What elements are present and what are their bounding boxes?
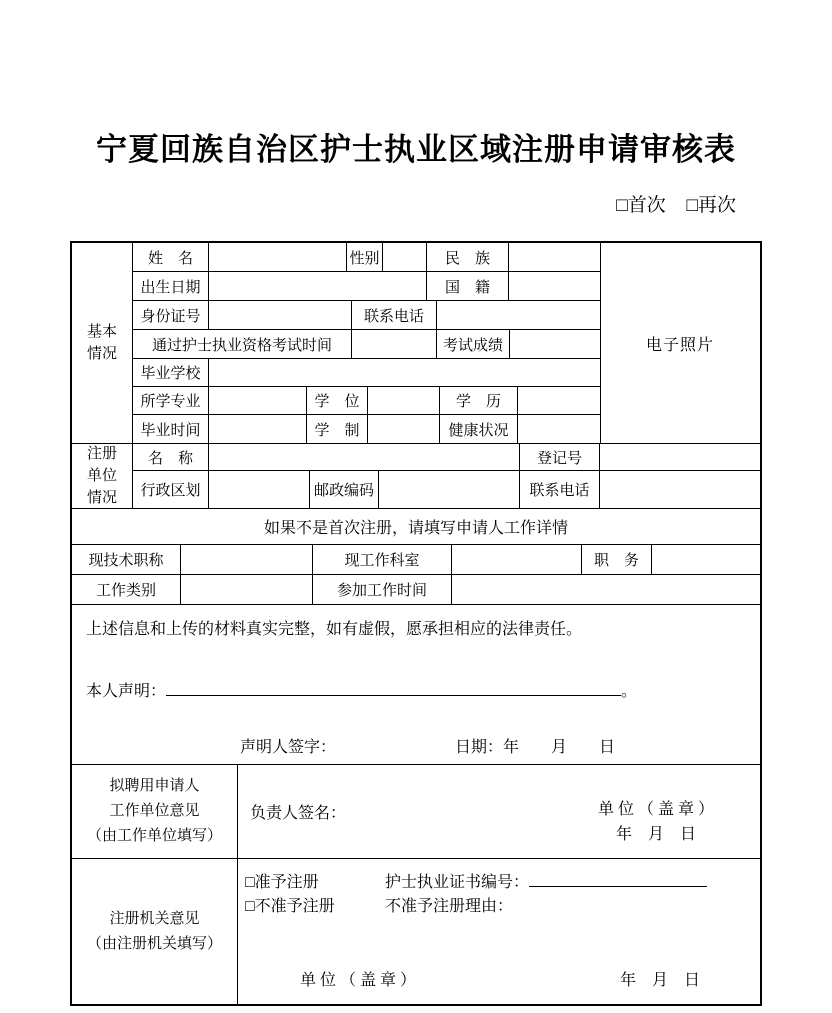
- work-category-label: 工作类别: [72, 575, 181, 604]
- application-form-table: [70, 241, 762, 1006]
- first-checkbox[interactable]: □: [616, 195, 628, 217]
- health-label: 健康状况: [440, 415, 518, 443]
- ethnicity-input[interactable]: [509, 243, 600, 271]
- first-label: 首次: [627, 195, 666, 217]
- again-checkbox[interactable]: □: [686, 195, 698, 217]
- dept-input[interactable]: [452, 545, 582, 574]
- declaration-line: [86, 679, 746, 703]
- duration-label: 学 制: [307, 415, 368, 443]
- approve-option: [245, 871, 385, 895]
- declare-label: 本人声明：: [86, 683, 167, 701]
- gender-label: 性别: [347, 243, 383, 271]
- major-input[interactable]: [209, 387, 307, 414]
- grad-time-label: 毕业时间: [133, 415, 209, 443]
- exam-time-label: 通过护士执业资格考试时间: [133, 330, 352, 358]
- unit-info-section: [72, 444, 760, 509]
- unit-section-label: 注册 单位 情况: [72, 444, 133, 508]
- authority-seal-row: [245, 967, 760, 990]
- declaration-period: 。: [621, 683, 638, 701]
- exam-score-input[interactable]: [510, 330, 600, 358]
- option-again: [687, 195, 737, 216]
- declaration-cell: [72, 605, 760, 764]
- exam-time-input[interactable]: [352, 330, 437, 358]
- degree-label: 学 位: [307, 387, 368, 414]
- responsible-sign-label: 负责人签名：: [250, 805, 347, 823]
- duration-input[interactable]: [368, 415, 440, 443]
- birth-date-input[interactable]: [209, 272, 427, 300]
- work-category-input[interactable]: [181, 575, 313, 604]
- unit-name-label: 名 称: [133, 444, 209, 470]
- declaration-section: [72, 605, 760, 765]
- signature-line: [86, 737, 746, 759]
- postal-code-label: 邮政编码: [310, 471, 379, 508]
- cert-number-input[interactable]: [529, 872, 707, 887]
- table-row: [133, 359, 600, 387]
- contact-phone-input[interactable]: [437, 301, 600, 329]
- education-label: 学 历: [440, 387, 518, 414]
- employer-ymd: 年 月 日: [615, 825, 696, 843]
- disapprove-option: [245, 895, 385, 919]
- work-row-1: [72, 545, 760, 575]
- exam-score-label: 考试成绩: [437, 330, 510, 358]
- table-row: [133, 471, 760, 508]
- health-input[interactable]: [518, 415, 600, 443]
- tech-title-label: 现技术职称: [72, 545, 181, 574]
- disapprove-reason-label: 不准予注册理由：: [385, 898, 514, 916]
- again-label: 再次: [697, 195, 736, 217]
- work-start-label: 参加工作时间: [313, 575, 452, 604]
- employer-opinion-section: [72, 765, 760, 859]
- disapprove-checkbox[interactable]: □: [245, 898, 255, 916]
- table-row: [133, 272, 600, 301]
- table-row: [133, 330, 600, 359]
- district-input[interactable]: [209, 471, 310, 508]
- basic-info-section: [72, 243, 760, 444]
- table-row: [133, 301, 600, 330]
- employer-seal-block: [598, 797, 714, 847]
- notice-row: [72, 509, 760, 545]
- authority-opinion-cell: [238, 859, 760, 1004]
- duty-label: 职 务: [582, 545, 652, 574]
- date-ymd: 年 月 日: [503, 739, 616, 757]
- page-title: 宁夏回族自治区护士执业区域注册申请审核表: [96, 132, 736, 167]
- declarant-sign-label: 声明人签字：: [240, 739, 337, 757]
- district-label: 行政区划: [133, 471, 209, 508]
- dept-label: 现工作科室: [313, 545, 452, 574]
- declaration-statement: 上述信息和上传的材料真实完整，如有虚假，愿承担相应的法律责任。: [86, 621, 583, 639]
- employer-seal-label: 单 位 （ 盖 章 ）: [597, 800, 714, 818]
- work-start-input[interactable]: [452, 575, 760, 604]
- basic-rows: [133, 243, 600, 443]
- ethnicity-label: 民 族: [427, 243, 509, 271]
- approve-checkbox[interactable]: □: [245, 874, 255, 892]
- photo-placeholder[interactable]: [600, 243, 759, 443]
- tech-title-input[interactable]: [181, 545, 313, 574]
- registration-type-options: [70, 190, 762, 217]
- unit-phone-label: 联系电话: [520, 471, 600, 508]
- authority-seal-label: 单 位 （ 盖 章 ）: [300, 972, 417, 990]
- photo-label: 电子照片: [645, 336, 714, 354]
- table-row: [133, 444, 760, 471]
- birth-date-label: 出生日期: [133, 272, 209, 300]
- authority-opinion-label: 注册机关意见 （由注册机关填写）: [72, 859, 238, 1004]
- nationality-label: 国 籍: [427, 272, 509, 300]
- reg-number-label: 登记号: [520, 444, 600, 470]
- basic-section-label: 基本 情况: [72, 243, 133, 443]
- id-number-input[interactable]: [209, 301, 352, 329]
- employer-opinion-label: 拟聘用申请人 工作单位意见 （由工作单位填写）: [72, 765, 238, 858]
- disapprove-label: 不准予注册: [254, 898, 335, 916]
- school-label: 毕业学校: [133, 359, 209, 386]
- duty-input[interactable]: [652, 545, 760, 574]
- table-row: [133, 415, 600, 443]
- authority-opinion-section: [72, 859, 760, 1004]
- gender-input[interactable]: [383, 243, 427, 271]
- employer-opinion-cell[interactable]: [238, 765, 760, 858]
- notice-text: 如果不是首次注册，请填写申请人工作详情: [263, 520, 568, 538]
- degree-input[interactable]: [368, 387, 440, 414]
- cert-number-label: 护士执业证书编号：: [385, 874, 530, 892]
- reg-number-input[interactable]: [600, 444, 760, 470]
- education-input[interactable]: [518, 387, 600, 414]
- id-number-label: 身份证号: [133, 301, 209, 329]
- disapprove-row: [245, 895, 760, 919]
- name-input[interactable]: [209, 243, 347, 271]
- unit-name-input[interactable]: [209, 444, 520, 470]
- postal-code-input[interactable]: [379, 471, 520, 508]
- date-label: 日期：: [455, 739, 504, 757]
- approve-row: [245, 871, 760, 895]
- table-row: [133, 243, 600, 272]
- work-row-2: [72, 575, 760, 605]
- nationality-input[interactable]: [509, 272, 600, 300]
- declaration-input[interactable]: [166, 679, 621, 696]
- approve-label: 准予注册: [254, 874, 319, 892]
- authority-ymd: 年 月 日: [619, 972, 700, 990]
- grad-time-input[interactable]: [209, 415, 307, 443]
- contact-phone-label: 联系电话: [352, 301, 437, 329]
- unit-phone-input[interactable]: [600, 471, 760, 508]
- option-first: [616, 195, 666, 216]
- school-input[interactable]: [209, 359, 600, 386]
- name-label: 姓 名: [133, 243, 209, 271]
- unit-rows: [133, 444, 760, 508]
- major-label: 所学专业: [133, 387, 209, 414]
- table-row: [133, 387, 600, 415]
